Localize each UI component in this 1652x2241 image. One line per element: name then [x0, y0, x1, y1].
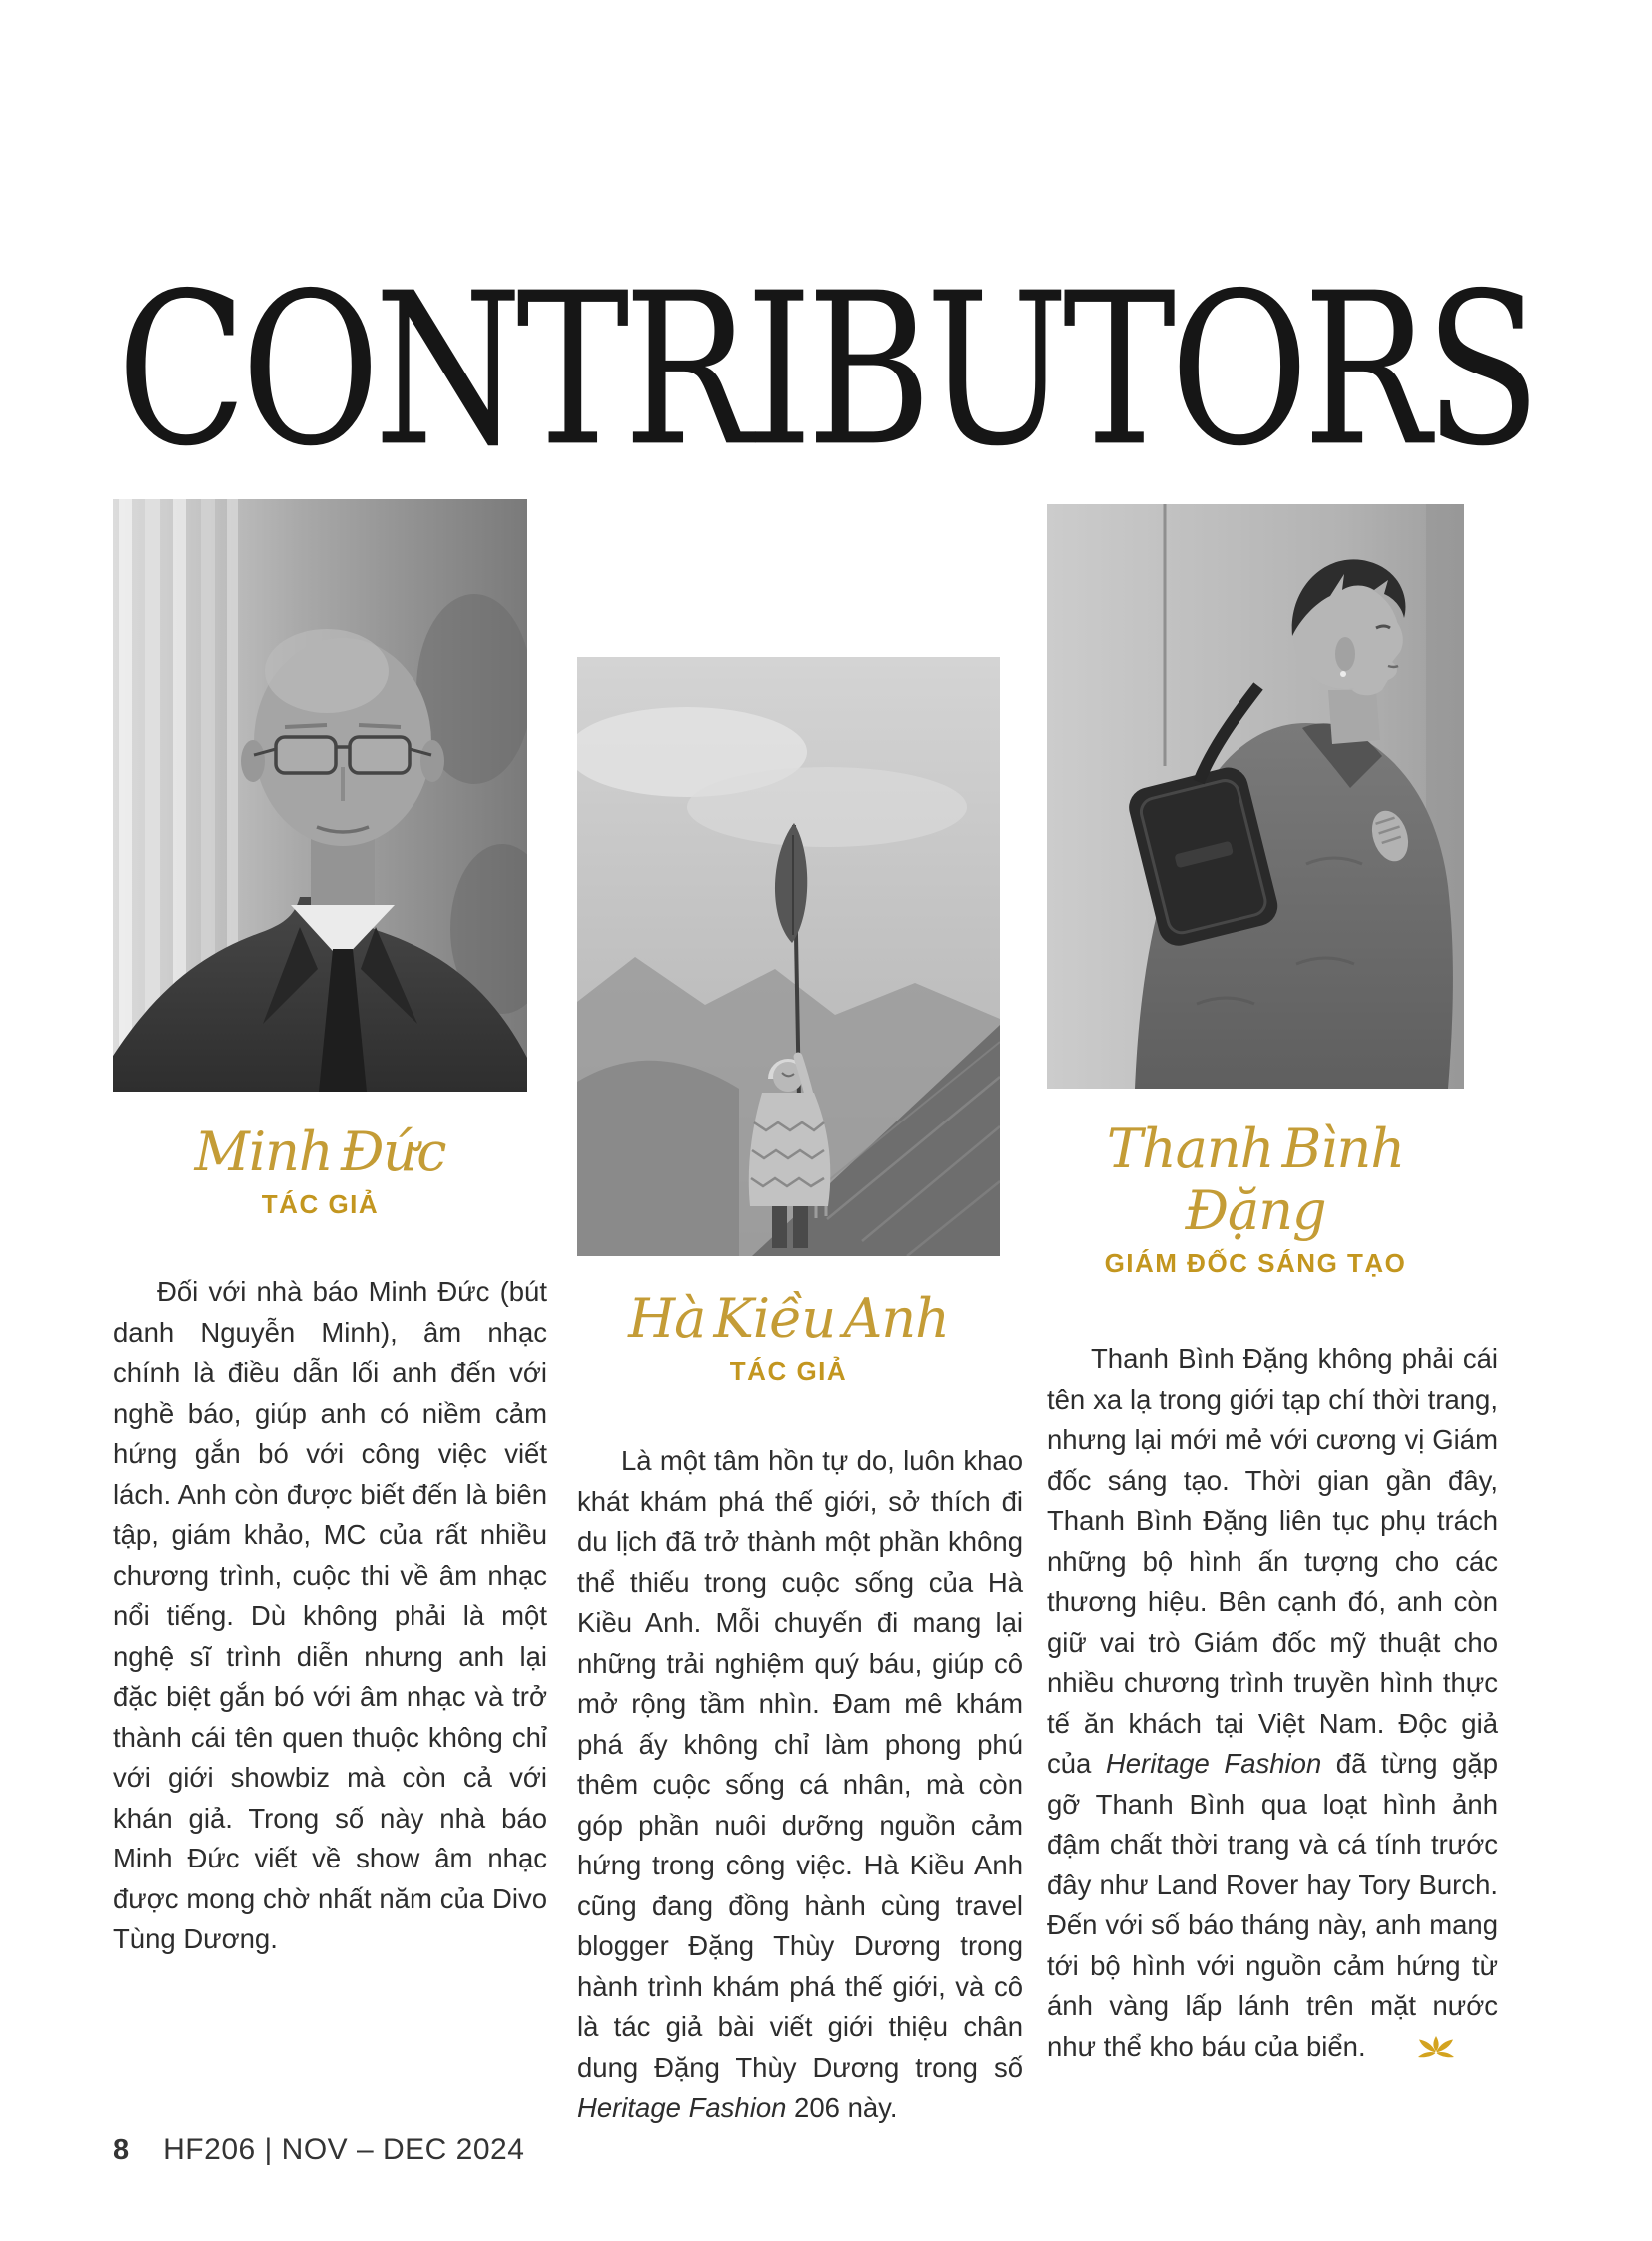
contributor-bio: Là một tâm hồn tự do, luôn khao khát khám phá thế giới, sở thích đi du lịch đã trở thành một phần không thể thiếu trong cuộc sống của Hà Kiều Anh. Mỗi chuyến đi mang lại những trải nghiệm quý báu, giúp cô mở rộng tầm nhìn. Đam mê khám phá ấy không chỉ làm phong phú thêm cuộc sống cá nhân, mà còn góp phần nuôi dưỡng nguồn cảm hứng trong công việc. Hà Kiều Anh cũng đang đồng hành cùng travel blogger Đặng Thùy Dương trong hành trình khám phá thế giới, và cô là tác giả bài viết giới thiệu chân dung Đặng Thùy Dương trong số Heritage Fashion 206 này. [577, 1445, 1023, 2124]
contributor-bio: Thanh Bình Đặng không phải cái tên xa lạ trong giới tạp chí thời trang, nhưng lại mới mẻ với cương vị Giám đốc sáng tạo. Thời gian gần đây, Thanh Bình Đặng liên tục phụ trách những bộ hình ấn tượng cho các thương hiệu. Bên cạnh đó, anh còn giữ vai trò Giám đốc mỹ thuật cho nhiều chương trình truyền hình thực tế ăn khách tại Việt Nam. Độc giả của Heritage Fashion đã từng gặp gỡ Thanh Bình qua loạt hình ảnh đậm chất thời trang và cá tính trước đây như Land Rover hay Tory Burch. Đến với số báo tháng này, anh mang tới bộ hình với nguồn cảm hứng từ ánh vàng lấp lánh trên mặt nước như thể kho báu của biển. [1047, 1339, 1498, 2070]
photo-ha-kieu-anh [577, 657, 1023, 1256]
contributor-name: Thanh Bình Đặng [1106, 1118, 1405, 1243]
profile-man-bag-illustration [1047, 504, 1464, 1089]
contributor-name: Hà Kiều Anh [628, 1287, 949, 1350]
contributor-role: GIÁM ĐỐC SÁNG TẠO [1104, 1248, 1407, 1279]
contributor-role: TÁC GIẢ [729, 1356, 848, 1387]
portrait-man-suit-illustration [113, 499, 527, 1092]
contributor-name: Minh Đức [194, 1120, 446, 1183]
contributor-column-ha-kieu-anh [577, 657, 1023, 2129]
contributor-heading [1047, 1119, 1464, 1279]
photo-thanh-binh-dang [1047, 504, 1498, 1089]
contributor-role: TÁC GIẢ [261, 1189, 380, 1220]
mountain-traveller-illustration [577, 657, 1000, 1256]
photo-minh-duc [113, 499, 547, 1092]
contributor-heading [113, 1121, 527, 1220]
lotus-icon [1372, 2030, 1456, 2071]
issue-label: HF206 | NOV – DEC 2024 [163, 2133, 525, 2166]
contributor-heading [577, 1288, 1000, 1387]
page-footer [113, 2133, 524, 2167]
page-number: 8 [113, 2134, 130, 2166]
contributor-column-minh-duc [113, 499, 547, 1960]
contributor-column-thanh-binh-dang [1047, 504, 1498, 2070]
contributor-bio: Đối với nhà báo Minh Đức (bút danh Nguyễn Minh), âm nhạc chính là điều dẫn lối anh đến với nghề báo, giúp anh có niềm cảm hứng gắn bó với công việc viết lách. Anh còn được biết đến là biên tập, giám khảo, MC của rất nhiều chương trình, cuộc thi về âm nhạc nổi tiếng. Dù không phải là một nghệ sĩ trình diễn nhưng anh lại đặc biệt gắn bó với âm nhạc và trở thành cái tên quen thuộc không chỉ với giới showbiz mà còn cả với khán giả. Trong số này nhà báo Minh Đức viết về show âm nhạc được mong chờ nhất năm của Divo Tùng Dương. [113, 1276, 547, 1955]
page-title: CONTRIBUTORS [116, 248, 1536, 494]
